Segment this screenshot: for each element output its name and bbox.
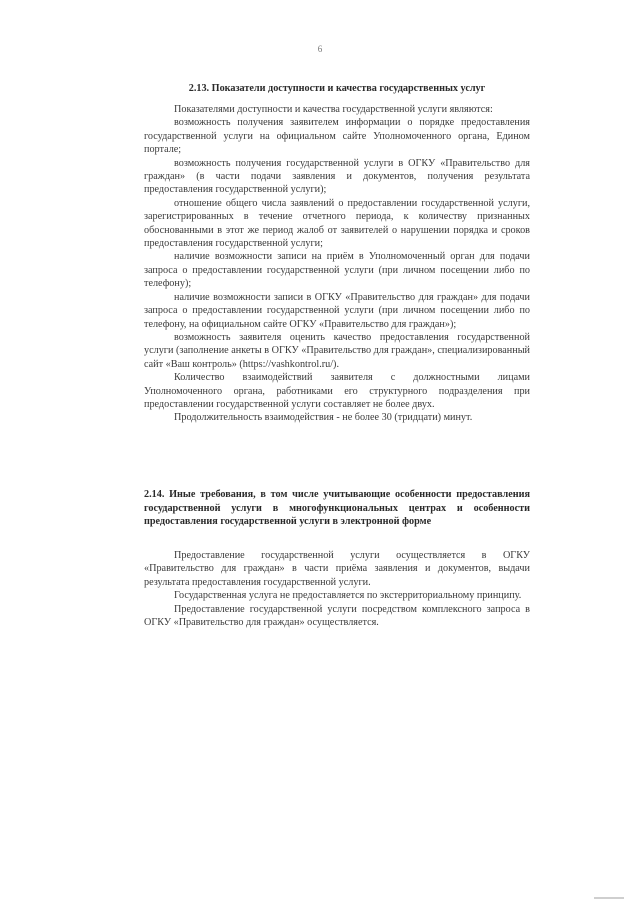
section-2-13-title: 2.13. Показатели доступности и качества государственных услуг: [188, 83, 486, 94]
section-2-13-body: [144, 103, 530, 425]
paragraph: возможность заявителя оценить качество предоставления государственной услуги (заполнение анкеты в ОГКУ «Правительство для граждан», специализированный сайт «Ваш контроль» (https://vashkontrol.ru/).: [144, 331, 530, 370]
paragraph: наличие возможности записи в ОГКУ «Правительство для граждан» для подачи запроса о предоставлении государственной услуги (при личном посещении либо по телефону, на официальном сайте ОГКУ «Правительство для граждан»);: [144, 291, 530, 330]
section-2-14-body: [144, 549, 530, 629]
scan-artifact: [594, 897, 624, 899]
paragraph: наличие возможности записи на приём в Уполномоченный орган для подачи запроса о предоставлении государственной услуги (при личном посещении либо по телефону);: [144, 251, 530, 290]
paragraph: возможность получения государственной услуги в ОГКУ «Правительство для граждан» (в части подачи заявления и документов, получения результата предоставления государственной услуги);: [144, 157, 530, 196]
paragraph: Показателями доступности и качества государственной услуги являются:: [174, 104, 493, 115]
paragraph: Государственная услуга не предоставляется по экстерриториальному принципу.: [174, 590, 522, 602]
paragraph: Предоставление государственной услуги посредством комплексного запроса в ОГКУ «Правительство для граждан» осуществляется.: [144, 603, 530, 629]
paragraph: отношение общего числа заявлений о предоставлении государственной услуги, зарегистрированных в течение отчетного периода, к количеству признанных обоснованными в этот же период жалоб от заявителей о нарушении порядка и сроков предоставления государственной услуги;: [144, 197, 530, 250]
section-2-14-title: 2.14. Иные требования, в том числе учитывающие особенности предоставления государственной услуги в многофункциональных центрах и особенности предоставления государственной услуги в электронной форме: [144, 489, 530, 528]
paragraph: Предоставление государственной услуги осуществляется в ОГКУ «Правительство для граждан» в части приёма заявления и документов, выдачи результата предоставления государственной услуги.: [144, 550, 530, 588]
paragraph: возможность получения заявителем информации о порядке предоставления государственной услуги на официальном сайте Уполномоченного органа, Едином портале;: [144, 117, 530, 156]
paragraph: Количество взаимодействий заявителя с должностными лицами Уполномоченного органа, работниками его структурного подразделения при предоставлении государственной услуги составляет не более двух.: [144, 372, 530, 410]
paragraph: Продолжительность взаимодействия - не более 30 (тридцати) минут.: [174, 412, 473, 424]
page-number: 6: [317, 44, 323, 54]
